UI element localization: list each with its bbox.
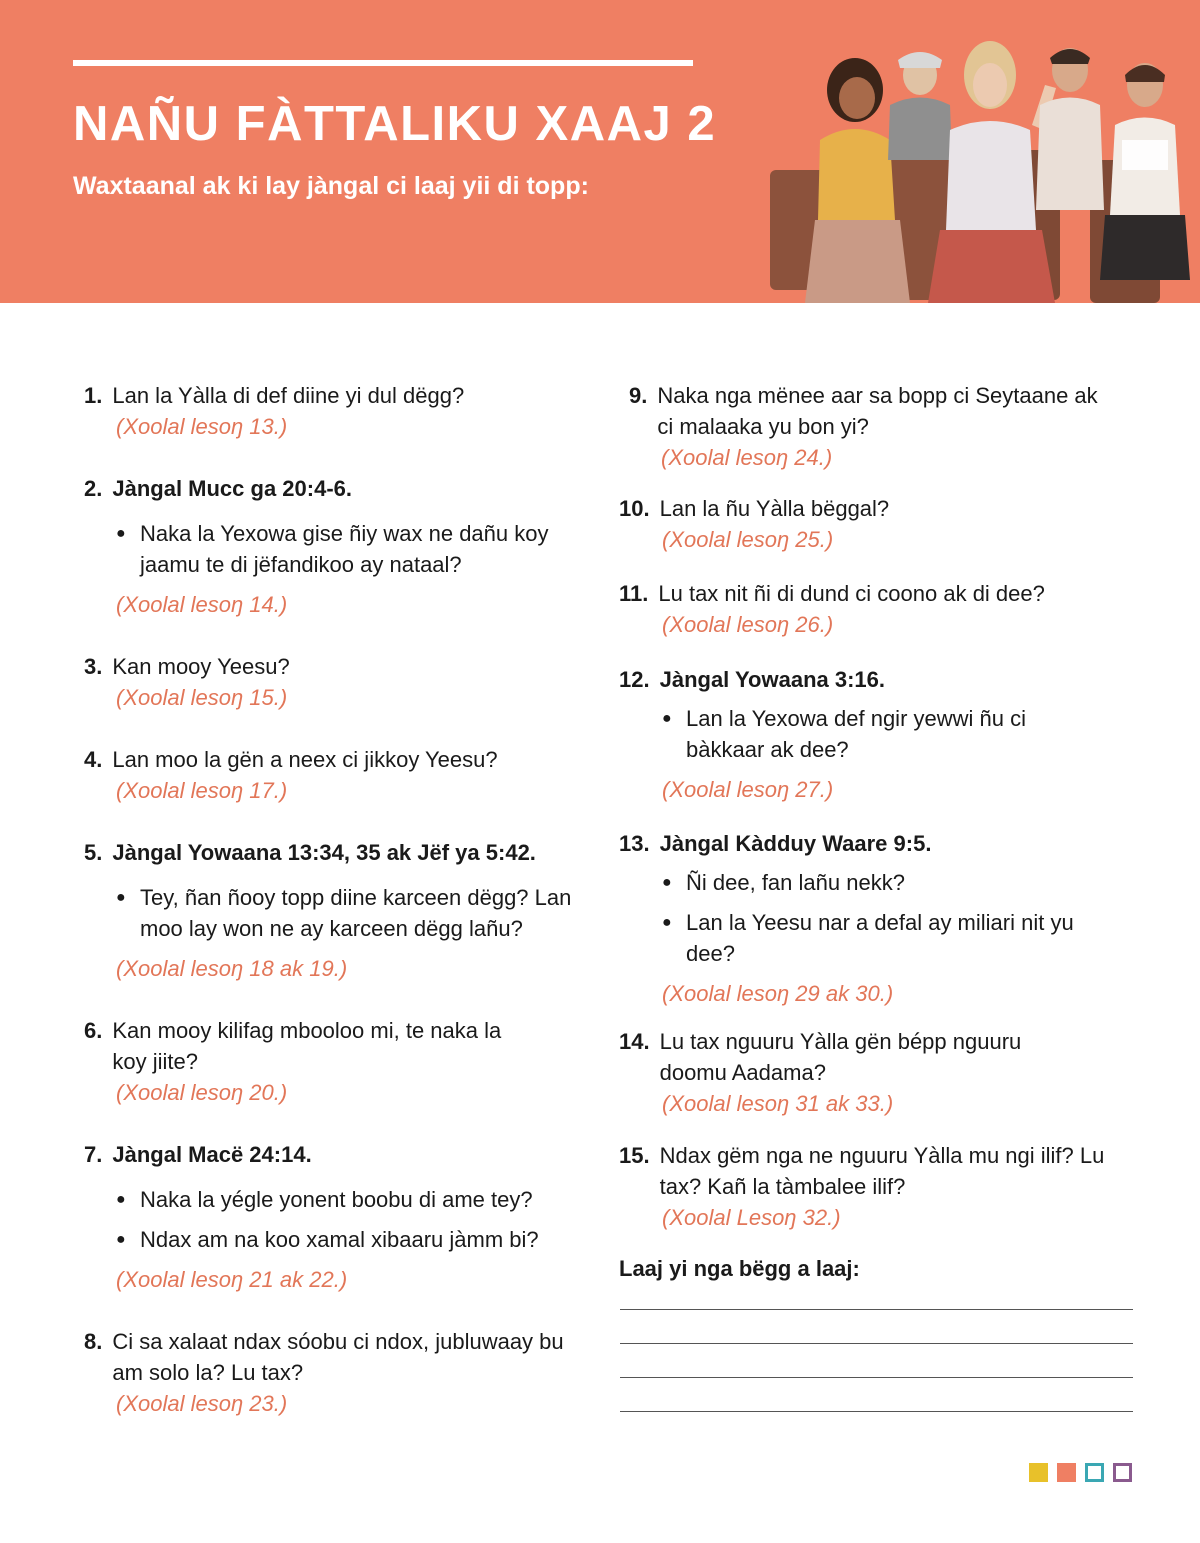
question-text: Jàngal Macë 24:14. [112, 1142, 312, 1167]
lesson-reference: (Xoolal lesoŋ 29 ak 30.) [662, 981, 894, 1006]
question-text: Jàngal Mucc ga 20:4-6. [112, 476, 353, 501]
question-7 [84, 1139, 604, 1295]
bullet-list [84, 518, 584, 580]
square-teal-outline-icon [1085, 1463, 1104, 1482]
question-text: Jàngal Yowaana 3:16. [659, 667, 885, 692]
question-14 [619, 1026, 1059, 1119]
question-number: 5. [84, 840, 103, 865]
square-coral-icon [1057, 1463, 1076, 1482]
bullet-item: ● Naka la yégle yonent boobu di ame tey? [116, 1184, 604, 1215]
audience-illustration [760, 30, 1200, 303]
question-text: Ci sa xalaat ndax sóobu ci ndox, jubluwaay bu am solo la? Lu tax? [112, 1329, 564, 1385]
question-number: 7. [84, 1142, 103, 1167]
lesson-reference: (Xoolal lesoŋ 23.) [116, 1391, 288, 1416]
question-10 [619, 493, 1139, 555]
question-13 [619, 828, 1139, 1009]
lesson-reference: (Xoolal lesoŋ 14.) [116, 592, 288, 617]
note-line[interactable] [620, 1343, 1133, 1344]
question-text: Naka nga mënee aar sa bopp ci Seytaane ak ci malaaka yu bon yi? [657, 383, 1098, 439]
question-number: 4. [84, 747, 103, 772]
bullet-item: ● Naka la Yexowa gise ñiy wax ne dañu koy jaamu te di jëfandikoo ay nataal? [116, 518, 584, 580]
question-number: 14. [619, 1029, 650, 1054]
header-banner [0, 0, 1200, 303]
decorative-squares [1029, 1463, 1132, 1482]
question-text: Lan moo la gën a neex ci jikkoy Yeesu? [112, 747, 498, 772]
question-15 [619, 1140, 1109, 1233]
lesson-reference: (Xoolal lesoŋ 15.) [116, 685, 288, 710]
question-number: 8. [84, 1329, 103, 1354]
lesson-reference: (Xoolal lesoŋ 17.) [116, 778, 288, 803]
question-1 [84, 380, 604, 442]
question-text: Kan mooy kilifag mbooloo mi, te naka la koy jiite? [112, 1018, 502, 1074]
note-line[interactable] [620, 1411, 1133, 1412]
question-4 [84, 744, 604, 806]
question-number: 10. [619, 496, 650, 521]
page-subtitle: Waxtaanal ak ki lay jàngal ci laaj yii di topp: [73, 172, 589, 200]
bullet-item: ● Ndax am na koo xamal xibaaru jàmm bi? [116, 1224, 604, 1255]
lesson-reference: (Xoolal Lesoŋ 32.) [662, 1205, 841, 1230]
lesson-reference: (Xoolal lesoŋ 20.) [116, 1080, 288, 1105]
question-text: Lan la ñu Yàlla bëggal? [659, 496, 890, 521]
square-yellow-icon [1029, 1463, 1048, 1482]
question-11 [619, 578, 1139, 640]
question-9 [629, 380, 1109, 473]
lesson-reference: (Xoolal lesoŋ 26.) [662, 612, 834, 637]
bullet-item: ● Tey, ñan ñooy topp diine karceen dëgg? Lan moo lay won ne ay karceen dëgg lañu? [116, 882, 594, 944]
notes-title: Laaj yi nga bëgg a laaj: [619, 1256, 860, 1281]
lesson-reference: (Xoolal lesoŋ 27.) [662, 777, 834, 802]
lesson-reference: (Xoolal lesoŋ 18 ak 19.) [116, 956, 348, 981]
question-text: Kan mooy Yeesu? [112, 654, 290, 679]
question-8 [84, 1326, 574, 1419]
lesson-reference: (Xoolal lesoŋ 13.) [116, 414, 288, 439]
bullet-list [619, 703, 1069, 765]
question-3 [84, 651, 604, 713]
question-number: 15. [619, 1143, 650, 1168]
page-title: NAÑU FÀTTALIKU XAAJ 2 [73, 97, 717, 151]
question-text: Jàngal Yowaana 13:34, 35 ak Jëf ya 5:42. [112, 840, 536, 865]
square-purple-outline-icon [1113, 1463, 1132, 1482]
question-text: Lu tax nit ñi di dund ci coono ak di dee? [658, 581, 1045, 606]
lesson-reference: (Xoolal lesoŋ 31 ak 33.) [662, 1091, 894, 1116]
bullet-list [619, 867, 1079, 969]
question-text: Jàngal Kàdduy Waare 9:5. [659, 831, 932, 856]
bullet-list [84, 1184, 604, 1255]
question-2 [84, 473, 604, 620]
bullet-list [84, 882, 594, 944]
header-rule [73, 60, 693, 66]
question-number: 11. [619, 581, 649, 606]
question-number: 2. [84, 476, 103, 501]
question-number: 13. [619, 831, 650, 856]
lesson-reference: (Xoolal lesoŋ 24.) [661, 445, 833, 470]
question-5 [84, 837, 604, 984]
question-text: Lan la Yàlla di def diine yi dul dëgg? [112, 383, 465, 408]
bullet-item: ● Ñi dee, fan lañu nekk? [662, 867, 1079, 898]
question-6 [84, 1015, 524, 1108]
lesson-reference: (Xoolal lesoŋ 21 ak 22.) [116, 1267, 348, 1292]
note-line[interactable] [620, 1309, 1133, 1310]
question-number: 6. [84, 1018, 103, 1043]
question-number: 1. [84, 383, 103, 408]
question-text: Ndax gëm nga ne nguuru Yàlla mu ngi ilif? Lu tax? Kañ la tàmbalee ilif? [659, 1143, 1105, 1199]
lesson-reference: (Xoolal lesoŋ 25.) [662, 527, 834, 552]
question-text: Lu tax nguuru Yàlla gën bépp nguuru doomu Aadama? [659, 1029, 1022, 1085]
question-number: 12. [619, 667, 650, 692]
question-12 [619, 664, 1139, 805]
question-number: 9. [629, 383, 648, 408]
bullet-item: ● Lan la Yeesu nar a defal ay miliari nit yu dee? [662, 907, 1079, 969]
question-number: 3. [84, 654, 103, 679]
note-line[interactable] [620, 1377, 1133, 1378]
bullet-item: ● Lan la Yexowa def ngir yewwi ñu ci bàkkaar ak dee? [662, 703, 1069, 765]
